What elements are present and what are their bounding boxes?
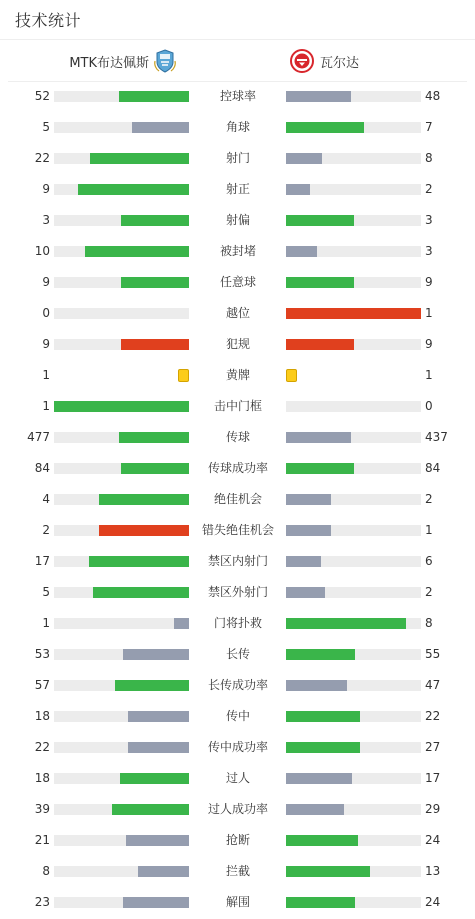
home-bar-track — [54, 711, 189, 722]
home-value: 22 — [34, 151, 50, 165]
home-bar-track — [54, 525, 189, 536]
away-bar-fill — [286, 618, 406, 629]
away-value: 1 — [425, 523, 433, 537]
home-value: 84 — [34, 461, 50, 475]
yellow-card-icon — [178, 369, 189, 382]
away-bar-track — [286, 835, 421, 846]
stat-row — [0, 670, 475, 701]
page-title: 技术统计 — [15, 11, 82, 30]
stat-label: 黄牌 — [225, 368, 250, 382]
home-bar-fill — [119, 432, 189, 443]
home-bar-fill — [99, 525, 189, 536]
home-bar-track — [54, 835, 189, 846]
away-value: 22 — [425, 709, 441, 723]
away-bar-track — [286, 339, 421, 350]
away-bar-fill — [286, 711, 360, 722]
yellow-card-icon — [286, 369, 297, 382]
away-bar-fill — [286, 91, 351, 102]
home-bar-track — [54, 153, 189, 164]
away-bar-fill — [286, 153, 322, 164]
away-value: 1 — [425, 306, 433, 320]
stat-row — [0, 515, 475, 546]
away-value: 47 — [425, 678, 441, 692]
home-value: 1 — [42, 399, 50, 413]
away-value: 29 — [425, 802, 441, 816]
home-value: 4 — [42, 492, 50, 506]
stat-label: 传中 — [225, 709, 250, 723]
away-value: 437 — [425, 430, 448, 444]
away-bar-fill — [286, 463, 354, 474]
away-bar-fill — [286, 122, 364, 133]
away-bar-track — [286, 742, 421, 753]
home-value: 39 — [34, 802, 50, 816]
home-bar-fill — [128, 742, 189, 753]
stat-label: 犯规 — [225, 337, 250, 351]
stat-label: 越位 — [225, 306, 250, 320]
away-bar-fill — [286, 897, 355, 908]
away-value: 6 — [425, 554, 433, 568]
varda-crest-icon — [290, 49, 314, 73]
mtk-crest-icon — [153, 49, 177, 73]
stat-row — [0, 546, 475, 577]
away-value: 13 — [425, 864, 441, 878]
away-bar-fill — [286, 215, 354, 226]
home-bar-track — [54, 277, 189, 288]
stat-label: 门将扑救 — [213, 616, 262, 630]
home-bar-track — [54, 897, 189, 908]
away-bar-track — [286, 649, 421, 660]
away-bar-track — [286, 432, 421, 443]
home-bar-track — [54, 308, 189, 319]
home-value: 0 — [42, 306, 50, 320]
stat-row — [0, 298, 475, 329]
home-bar-track — [54, 773, 189, 784]
home-bar-fill — [128, 711, 189, 722]
stat-label: 绝佳机会 — [213, 492, 262, 506]
stat-row — [0, 763, 475, 794]
stat-label: 禁区外射门 — [207, 585, 268, 599]
away-value: 1 — [425, 368, 433, 382]
home-value: 9 — [42, 275, 50, 289]
away-bar-fill — [286, 432, 351, 443]
stat-row — [0, 143, 475, 174]
home-bar-track — [54, 680, 189, 691]
home-value: 1 — [42, 616, 50, 630]
home-value: 53 — [34, 647, 50, 661]
away-bar-fill — [286, 308, 421, 319]
stat-label: 传球成功率 — [207, 461, 268, 475]
home-value: 1 — [42, 368, 50, 382]
stat-row — [0, 794, 475, 825]
home-value: 8 — [42, 864, 50, 878]
away-value: 17 — [425, 771, 441, 785]
stat-label: 拦截 — [225, 864, 250, 878]
home-team[interactable] — [69, 49, 177, 73]
home-bar-fill — [121, 339, 189, 350]
home-bar-fill — [123, 649, 189, 660]
stat-label: 射偏 — [225, 213, 250, 227]
away-bar-track — [286, 773, 421, 784]
stat-row — [0, 577, 475, 608]
away-value: 84 — [425, 461, 441, 475]
home-bar-fill — [90, 153, 189, 164]
away-value: 3 — [425, 213, 433, 227]
away-bar-fill — [286, 773, 352, 784]
away-bar-fill — [286, 742, 360, 753]
stat-label: 射正 — [225, 182, 250, 196]
stat-row — [0, 391, 475, 422]
away-bar-fill — [286, 339, 354, 350]
away-team[interactable] — [290, 49, 359, 73]
away-bar-track — [286, 91, 421, 102]
home-value: 21 — [34, 833, 50, 847]
away-bar-track — [286, 308, 421, 319]
away-value: 2 — [425, 492, 433, 506]
stat-label: 解围 — [225, 895, 250, 909]
home-bar-track — [54, 742, 189, 753]
home-value: 2 — [42, 523, 50, 537]
home-bar-fill — [121, 463, 189, 474]
away-value: 3 — [425, 244, 433, 258]
home-bar-fill — [112, 804, 189, 815]
away-value: 2 — [425, 585, 433, 599]
stat-row — [0, 267, 475, 298]
stat-label: 长传成功率 — [207, 678, 268, 692]
away-bar-fill — [286, 649, 355, 660]
home-value: 5 — [42, 585, 50, 599]
stat-label: 传中成功率 — [207, 740, 268, 754]
home-bar-fill — [93, 587, 189, 598]
away-value: 55 — [425, 647, 441, 661]
away-bar-track — [286, 246, 421, 257]
home-value: 23 — [34, 895, 50, 909]
home-bar-fill — [132, 122, 189, 133]
home-bar-fill — [115, 680, 189, 691]
away-bar-track — [286, 587, 421, 598]
away-bar-track — [286, 184, 421, 195]
stat-label: 射门 — [225, 151, 250, 165]
away-bar-track — [286, 804, 421, 815]
away-bar-fill — [286, 525, 331, 536]
away-value: 8 — [425, 616, 433, 630]
stat-label: 禁区内射门 — [207, 554, 268, 568]
stat-row — [0, 732, 475, 763]
home-bar-track — [54, 91, 189, 102]
home-value: 17 — [34, 554, 50, 568]
home-bar-fill — [120, 773, 189, 784]
away-value: 9 — [425, 337, 433, 351]
home-value: 5 — [42, 120, 50, 134]
away-value: 24 — [425, 833, 441, 847]
home-value: 18 — [34, 771, 50, 785]
away-value: 27 — [425, 740, 441, 754]
home-bar-track — [54, 804, 189, 815]
stat-label: 过人成功率 — [207, 802, 268, 816]
away-bar-track — [286, 556, 421, 567]
stat-label: 错失绝佳机会 — [201, 523, 274, 537]
away-bar-fill — [286, 184, 310, 195]
stat-label: 击中门框 — [213, 399, 262, 413]
away-team-name: 瓦尔达 — [320, 55, 360, 71]
home-value: 22 — [34, 740, 50, 754]
away-bar-track — [286, 866, 421, 877]
away-value: 9 — [425, 275, 433, 289]
stat-row — [0, 639, 475, 670]
away-value: 48 — [425, 89, 441, 103]
home-bar-fill — [119, 91, 189, 102]
stat-label: 传球 — [225, 430, 250, 444]
stats-list — [0, 81, 475, 918]
away-bar-fill — [286, 277, 354, 288]
away-bar-fill — [286, 680, 347, 691]
home-bar-fill — [138, 866, 189, 877]
home-value: 3 — [42, 213, 50, 227]
stat-label: 抢断 — [225, 833, 250, 847]
stat-row — [0, 329, 475, 360]
stat-row — [0, 453, 475, 484]
away-value: 8 — [425, 151, 433, 165]
stat-label: 任意球 — [219, 275, 256, 289]
stat-row — [0, 484, 475, 515]
stat-label: 过人 — [225, 771, 250, 785]
home-bar-track — [54, 122, 189, 133]
title-bar — [0, 0, 475, 40]
home-bar-track — [54, 246, 189, 257]
away-bar-fill — [286, 246, 317, 257]
stat-label: 被封堵 — [219, 244, 256, 258]
away-bar-track — [286, 277, 421, 288]
stat-row — [0, 608, 475, 639]
home-bar-track — [54, 215, 189, 226]
away-bar-track — [286, 618, 421, 629]
home-value: 9 — [42, 337, 50, 351]
away-bar-track — [286, 215, 421, 226]
stat-row — [0, 825, 475, 856]
home-bar-fill — [126, 835, 189, 846]
home-bar-fill — [123, 897, 189, 908]
home-value: 57 — [34, 678, 50, 692]
home-bar-track — [54, 339, 189, 350]
away-value: 2 — [425, 182, 433, 196]
away-value: 0 — [425, 399, 433, 413]
away-bar-track — [286, 525, 421, 536]
away-bar-track — [286, 122, 421, 133]
home-value: 9 — [42, 182, 50, 196]
teams-header — [8, 40, 467, 82]
home-bar-track — [54, 866, 189, 877]
stat-row — [0, 360, 475, 391]
home-team-name: MTK布达佩斯 — [69, 55, 149, 71]
away-bar-track — [286, 401, 421, 412]
away-bar-track — [286, 463, 421, 474]
home-bar-track — [54, 463, 189, 474]
away-bar-fill — [286, 866, 370, 877]
home-bar-track — [54, 618, 189, 629]
home-value: 18 — [34, 709, 50, 723]
home-bar-track — [54, 587, 189, 598]
home-bar-track — [54, 649, 189, 660]
stat-row — [0, 887, 475, 918]
away-bar-track — [286, 153, 421, 164]
home-bar-track — [54, 401, 189, 412]
home-bar-fill — [89, 556, 189, 567]
stat-row — [0, 236, 475, 267]
away-bar-track — [286, 494, 421, 505]
home-bar-track — [54, 556, 189, 567]
stat-row — [0, 112, 475, 143]
home-bar-fill — [54, 401, 189, 412]
away-bar-fill — [286, 556, 321, 567]
away-bar-fill — [286, 835, 358, 846]
stat-label: 控球率 — [219, 89, 256, 103]
stat-row — [0, 856, 475, 887]
home-bar-fill — [85, 246, 189, 257]
stat-row — [0, 701, 475, 732]
away-value: 24 — [425, 895, 441, 909]
away-bar-track — [286, 680, 421, 691]
home-bar-fill — [174, 618, 189, 629]
stat-row — [0, 422, 475, 453]
stat-label: 长传 — [225, 647, 250, 661]
stat-row — [0, 205, 475, 236]
away-bar-track — [286, 897, 421, 908]
home-bar-fill — [121, 277, 189, 288]
away-bar-track — [286, 711, 421, 722]
home-bar-fill — [99, 494, 189, 505]
home-value: 52 — [34, 89, 50, 103]
stat-row — [0, 174, 475, 205]
home-bar-track — [54, 184, 189, 195]
away-bar-fill — [286, 804, 344, 815]
away-value: 7 — [425, 120, 433, 134]
home-bar-fill — [78, 184, 189, 195]
home-bar-track — [54, 494, 189, 505]
home-value: 10 — [34, 244, 50, 258]
stat-label: 角球 — [225, 120, 250, 134]
home-bar-track — [54, 432, 189, 443]
stat-row — [0, 81, 475, 112]
home-bar-fill — [121, 215, 189, 226]
home-value: 477 — [27, 430, 50, 444]
away-bar-fill — [286, 587, 325, 598]
away-bar-fill — [286, 494, 331, 505]
